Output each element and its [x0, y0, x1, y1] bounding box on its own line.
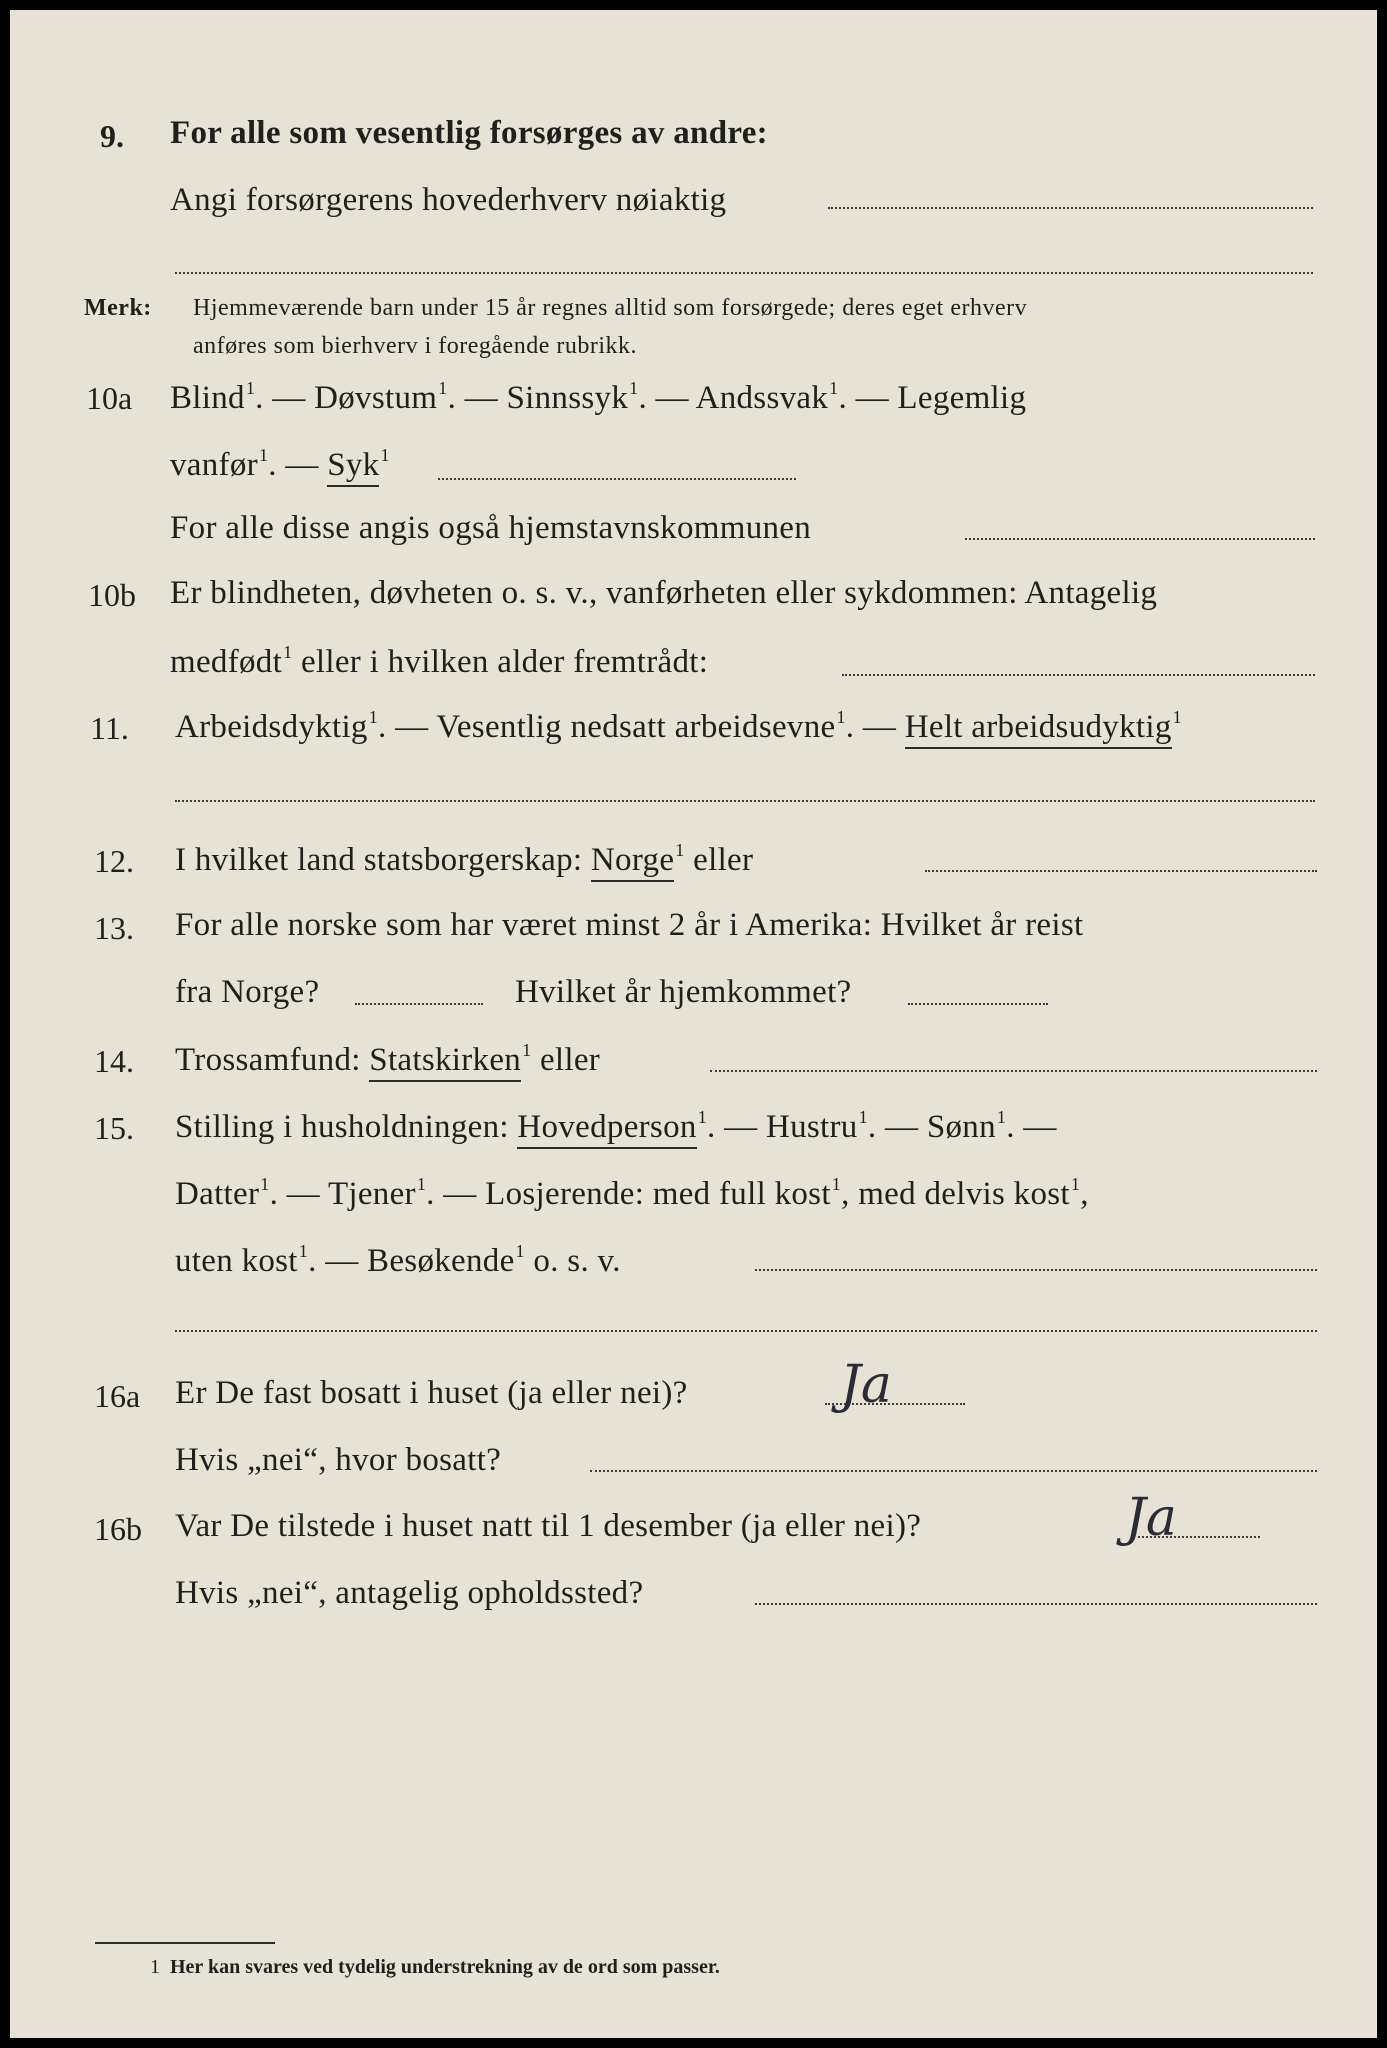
answer-field[interactable]: [908, 1003, 1048, 1005]
item-number: 11.: [90, 710, 129, 746]
question-text: For alle som vesentlig forsørges av andre:: [170, 115, 768, 151]
answer-field[interactable]: [590, 1470, 1317, 1472]
item-number: 10b: [88, 577, 136, 613]
question-text: Datter$^1$. — Tjener$^1$. — Losjerende: med full kost$^1$, med delvis kost$^1$,: [175, 1174, 1089, 1212]
question-text: Stilling i husholdningen: Hovedperson$^1$. — Hustru$^1$. — Sønn$^1$. —: [175, 1107, 1057, 1146]
answer-field[interactable]: [438, 478, 796, 480]
question-text: For alle disse angis også hjemstavnskommunen: [170, 510, 812, 546]
item-number: 16b: [94, 1511, 142, 1547]
item-number: 13.: [94, 910, 134, 946]
item-number: 15.: [94, 1110, 134, 1146]
answer-field[interactable]: [710, 1070, 1317, 1072]
question-text: vanfør$^1$. — Syk$^1$: [170, 445, 390, 484]
item-number: 10a: [86, 380, 133, 416]
footnote-divider: [95, 1942, 275, 1944]
question-text: Var De tilstede i huset natt til 1 desember (ja eller nei)?: [175, 1508, 922, 1544]
note-text: Hjemmeværende barn under 15 år regnes alltid som forsørgede; deres eget erhverv: [193, 295, 1028, 321]
item-number: 12.: [94, 843, 134, 879]
question-text: Hvis „nei“, antagelig opholdssted?: [175, 1575, 644, 1611]
item-number: 16a: [94, 1378, 141, 1414]
question-text: uten kost$^1$. — Besøkende$^1$ o. s. v.: [175, 1241, 621, 1279]
question-text: Er De fast bosatt i huset (ja eller nei)?: [175, 1375, 688, 1411]
answer-field[interactable]: [925, 870, 1317, 872]
footnote-mark: 1: [150, 1956, 160, 1978]
footnote-text: Her kan svares ved tydelig understrekning av de ord som passer.: [170, 1956, 720, 1978]
answer-field[interactable]: [175, 800, 1315, 802]
answer-field[interactable]: [175, 1330, 1317, 1332]
answer-field[interactable]: [175, 272, 1313, 274]
handwritten-answer: Ja: [840, 1355, 892, 1415]
question-text: medfødt$^1$ eller i hvilken alder fremtrådt:: [170, 642, 709, 680]
answer-field[interactable]: [755, 1269, 1317, 1271]
question-text: I hvilket land statsborgerskap: Norge$^1$ eller: [175, 840, 753, 879]
note-text: anføres som bierhverv i foregående rubrikk.: [193, 333, 638, 359]
note-label: Merk:: [84, 295, 152, 321]
answer-field[interactable]: [355, 1003, 483, 1005]
question-text: Er blindheten, døvheten o. s. v., vanførheten eller sykdommen: Antagelig: [170, 575, 1158, 611]
question-text: Hvilket år hjemkommet?: [515, 974, 852, 1010]
question-text: Trossamfund: Statskirken$^1$ eller: [175, 1040, 600, 1079]
question-text: For alle norske som har været minst 2 år i Amerika: Hvilket år reist: [175, 907, 1084, 943]
handwritten-answer: Ja: [1125, 1488, 1177, 1548]
question-text: Arbeidsdyktig$^1$. — Vesentlig nedsatt arbeidsevne$^1$. — Helt arbeidsudyktig$^1$: [175, 707, 1182, 746]
form-page: [10, 10, 1377, 2038]
question-text: Blind$^1$. — Døvstum$^1$. — Sinnssyk$^1$. — Andssvak$^1$. — Legemlig: [170, 378, 1027, 416]
question-text: fra Norge?: [175, 974, 320, 1010]
question-text: Hvis „nei“, hvor bosatt?: [175, 1442, 502, 1478]
answer-field[interactable]: [965, 538, 1315, 540]
answer-field[interactable]: [755, 1603, 1317, 1605]
answer-field[interactable]: [842, 674, 1315, 676]
item-number: 9.: [100, 118, 124, 154]
question-text: Angi forsørgerens hovederhverv nøiaktig: [170, 182, 727, 218]
answer-field[interactable]: [828, 207, 1313, 209]
item-number: 14.: [94, 1043, 134, 1079]
